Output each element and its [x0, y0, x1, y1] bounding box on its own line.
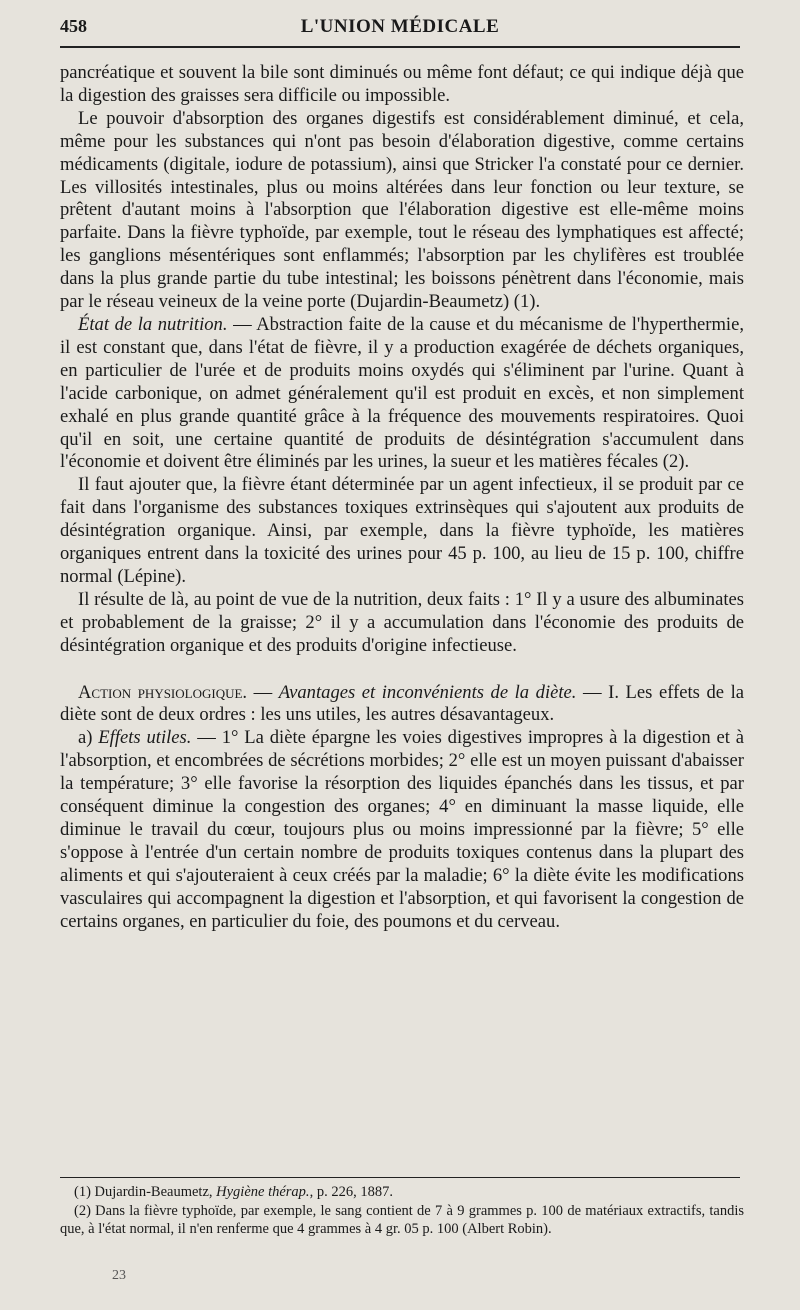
journal-title: L'UNION MÉDICALE: [300, 16, 500, 37]
page-number: 458: [60, 16, 87, 36]
footnote-2: (2) Dans la fièvre typhoïde, par exemple, le sang contient de 7 à 9 grammes p. 100 de matériaux extractifs, tandis que, à l'état normal, il n'en renferme que 4 grammes à 4 gr. 05 p. 100 (Albert Robin).: [60, 1202, 744, 1237]
paragraph-conclusion: Il résulte de là, au point de vue de la nutrition, deux faits : 1° Il y a usure des albuminates et probablement de la graisse; 2° il y a accumulation dans l'économie des produits de désintégration organique et des produits d'origine infectieuse.: [60, 588, 744, 656]
header-rule: [60, 46, 740, 48]
paragraph-infection: Il faut ajouter que, la fièvre étant déterminée par un agent infectieux, il se produit par ce fait dans l'organisme des substances toxiques extrinsèques qui s'ajoutent aux produits de désintégration organique. Ainsi, par exemple, dans la fièvre typhoïde, les matières organiques entrent dans la toxicité des urines pour 45 p. 100, au lieu de 15 p. 100, chiffre normal (Lépine).: [60, 474, 744, 587]
paragraph-absorption: Le pouvoir d'absorption des organes digestifs est considérablement diminué, et cela, même pour les substances qui n'ont pas besoin d'élaboration digestive, comme certains médicaments (digitale, iodure de potassium), ainsi que Stricker l'a constaté pour ce dernier. Les villosités intestinales, plus ou moins altérées dans leur fonction ou leur texture, se prêtent d'autant moins à l'absorption que l'élaboration digestive est elle-même moins parfaite. Dans la fièvre typhoïde, par exemple, tout le réseau des lymphatiques est affecté; les ganglions mésentériques sont enflammés; l'absorption par les chylifères est troublée dans la plus grande partie du tube intestinal; les boissons pénètrent dans l'économie, mais par le réseau veineux de la veine porte (Dujardin-Beaumetz) (1).: [60, 107, 744, 313]
section-physiological-action: Action physiologique. — Avantages et inconvénients de la diète. — I. Les effets de la diète sont de deux ordres : les uns utiles, les autres désavantageux.: [60, 681, 744, 726]
footnote-rule: [60, 1177, 740, 1178]
section-subtitle: Avantages et inconvénients de la diète.: [278, 681, 577, 703]
section-label: Action physiologique.: [78, 681, 248, 703]
paragraph-nutrition: État de la nutrition. — Abstraction faite de la cause et du mécanisme de l'hyperthermie, il est constant que, dans l'état de fièvre, il y a production exagérée de déchets organiques, en particulier de l'urée et de produits moins oxydés qui s'éliminent par l'urine. Quant à l'acide carbonique, on admet généralement qu'il est produit en excès, et non simplement exhalé en plus grande quantité grâce à la fréquence des mouvements respiratoires. Quoi qu'il en soit, une certaine quantité de produits de désintégration s'accumulent dans l'économie et doivent être éliminés par les urines, la sueur et les matières fécales (2).: [60, 313, 744, 473]
paragraph-useful-effects: a) Effets utiles. — 1° La diète épargne les voies digestives impropres à la digestion et à l'absorption, et encombrées de sécrétions morbides; 2° elle est un moyen puissant d'abaisser la température; 3° elle favorise la résorption des liquides épanchés dans les tissus, et par conséquent diminue la congestion des organes; 4° en diminuant la masse liquide, elle diminue le travail du cœur, toujours plus ou moins impressionné par la fièvre; 5° elle s'oppose à l'entrée d'un certain nombre de produits toxiques contenus dans la plupart des aliments et qui s'ajouteraient à ceux créés par la maladie; 6° la diète évite les modifications vasculaires qui accompagnent la digestion et l'absorption, et qui favorisent la congestion de certains organes, en particulier du foie, des poumons et du cerveau.: [60, 727, 744, 932]
nutrition-heading: État de la nutrition.: [78, 313, 228, 335]
article-body: [60, 62, 744, 934]
paragraph-continuation: pancréatique et souvent la bile sont diminués ou même font défaut; ce qui indique déjà que la digestion des graisses sera difficile ou impossible.: [60, 62, 744, 106]
page-header: [60, 14, 740, 42]
useful-effects-heading: Effets utiles.: [98, 727, 192, 749]
signature-mark: 23: [112, 1268, 126, 1283]
footnotes: [60, 1183, 744, 1239]
footnote-1: (1) Dujardin-Beaumetz, Hygiène thérap., p. 226, 1887.: [74, 1184, 393, 1200]
